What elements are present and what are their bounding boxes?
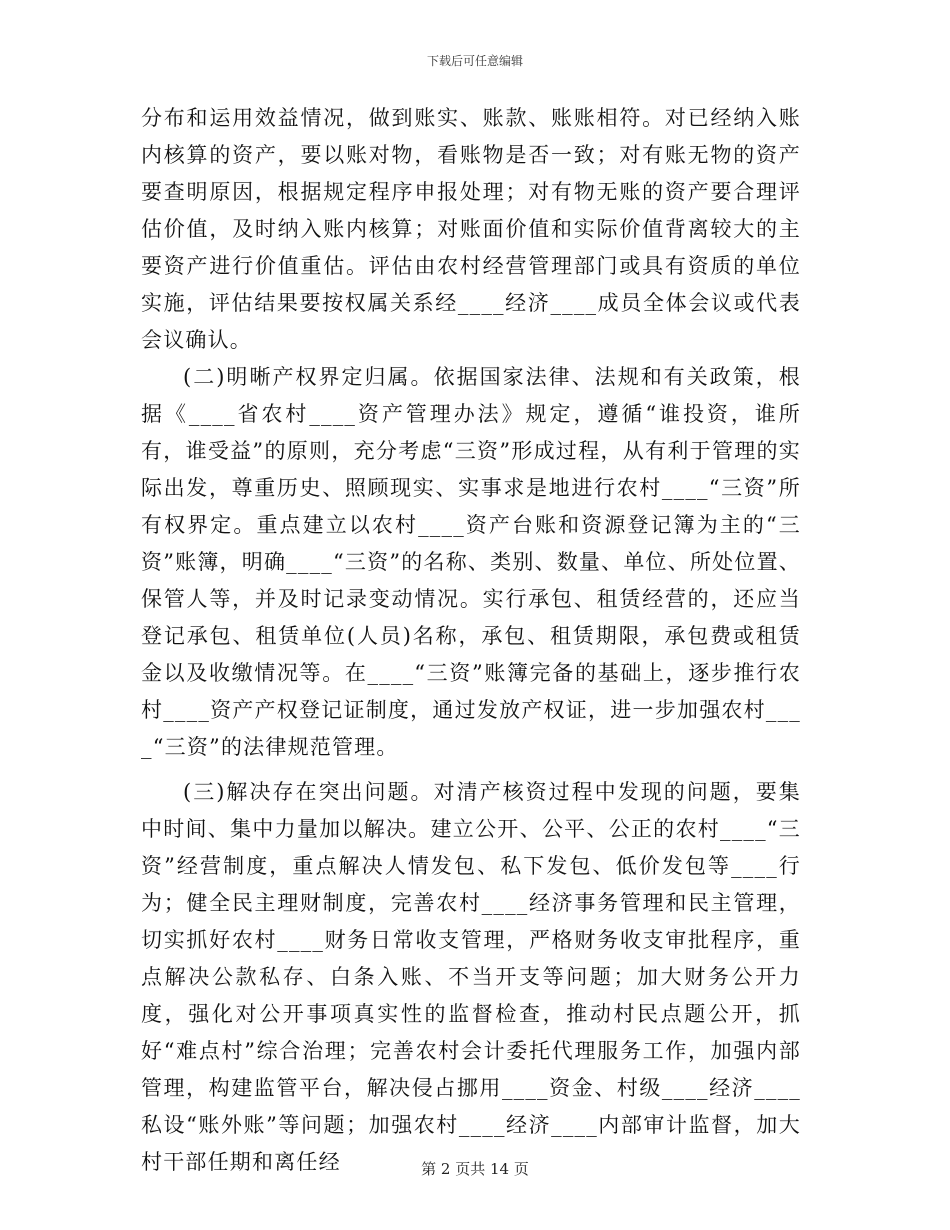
paragraph-2: (二)明晰产权界定归属。依据国家法律、法规和有关政策，根据《____省农村____资产管理办法》规定，遵循“谁投资，谁所有，谁受益”的原则，充分考虑“三资”形成过程，从有利于管理的实际出发，尊重历史、照顾现实、实事求是地进行农村____“三资”所有权界定。重点建立以农村____资产台账和资源登记簿为主的“三资”账簿，明确____“三资”的名称、类别、数量、单位、所处位置、保管人等，并及时记录变动情况。实行承包、租赁经营的，还应当登记承包、租赁单位(人员)名称，承包、租赁期限，承包费或租赁金以及收缴情况等。在____“三资”账簿完备的基础上，逐步推行农村____资产产权登记证制度，通过发放产权证，进一步加强农村____“三资”的法律规范管理。: [141, 365, 801, 759]
page-number: 第 2 页共 14 页: [421, 1160, 529, 1178]
paragraph-3: (三)解决存在突出问题。对清产核资过程中发现的问题，要集中时间、集中力量加以解决。建立公开、公平、公正的农村____“三资”经营制度，重点解决人情发包、私下发包、低价发包等____行为；健全民主理财制度，完善农村____经济事务管理和民主管理，切实抓好农村____财务日常收支管理，严格财务收支审批程序，重点解决公款私存、白条入账、不当开支等问题；加大财务公开力度，强化对公开事项真实性的监督检查，推动村民点题公开，抓好“难点村”综合治理；完善农村会计委托代理服务工作，加强内部管理，构建监管平台，解决侵占挪用____资金、村级____经济____私设“账外账”等问题；加强农村____经济____内部审计监督，加大村干部任期和离任经: [141, 780, 801, 1174]
document-body: [141, 100, 801, 1181]
paragraph-1: 分布和运用效益情况，做到账实、账款、账账相符。对已经纳入账内核算的资产，要以账对物，看账物是否一致；对有账无物的资产要查明原因，根据规定程序申报处理；对有物无账的资产要合理评估价值，及时纳入账内核算；对账面价值和实际价值背离较大的主要资产进行价值重估。评估由农村经营管理部门或具有资质的单位实施，评估结果要按权属关系经____经济____成员全体会议或代表会议确认。: [141, 106, 801, 352]
page-header: 下载后可任意编辑: [426, 54, 523, 68]
